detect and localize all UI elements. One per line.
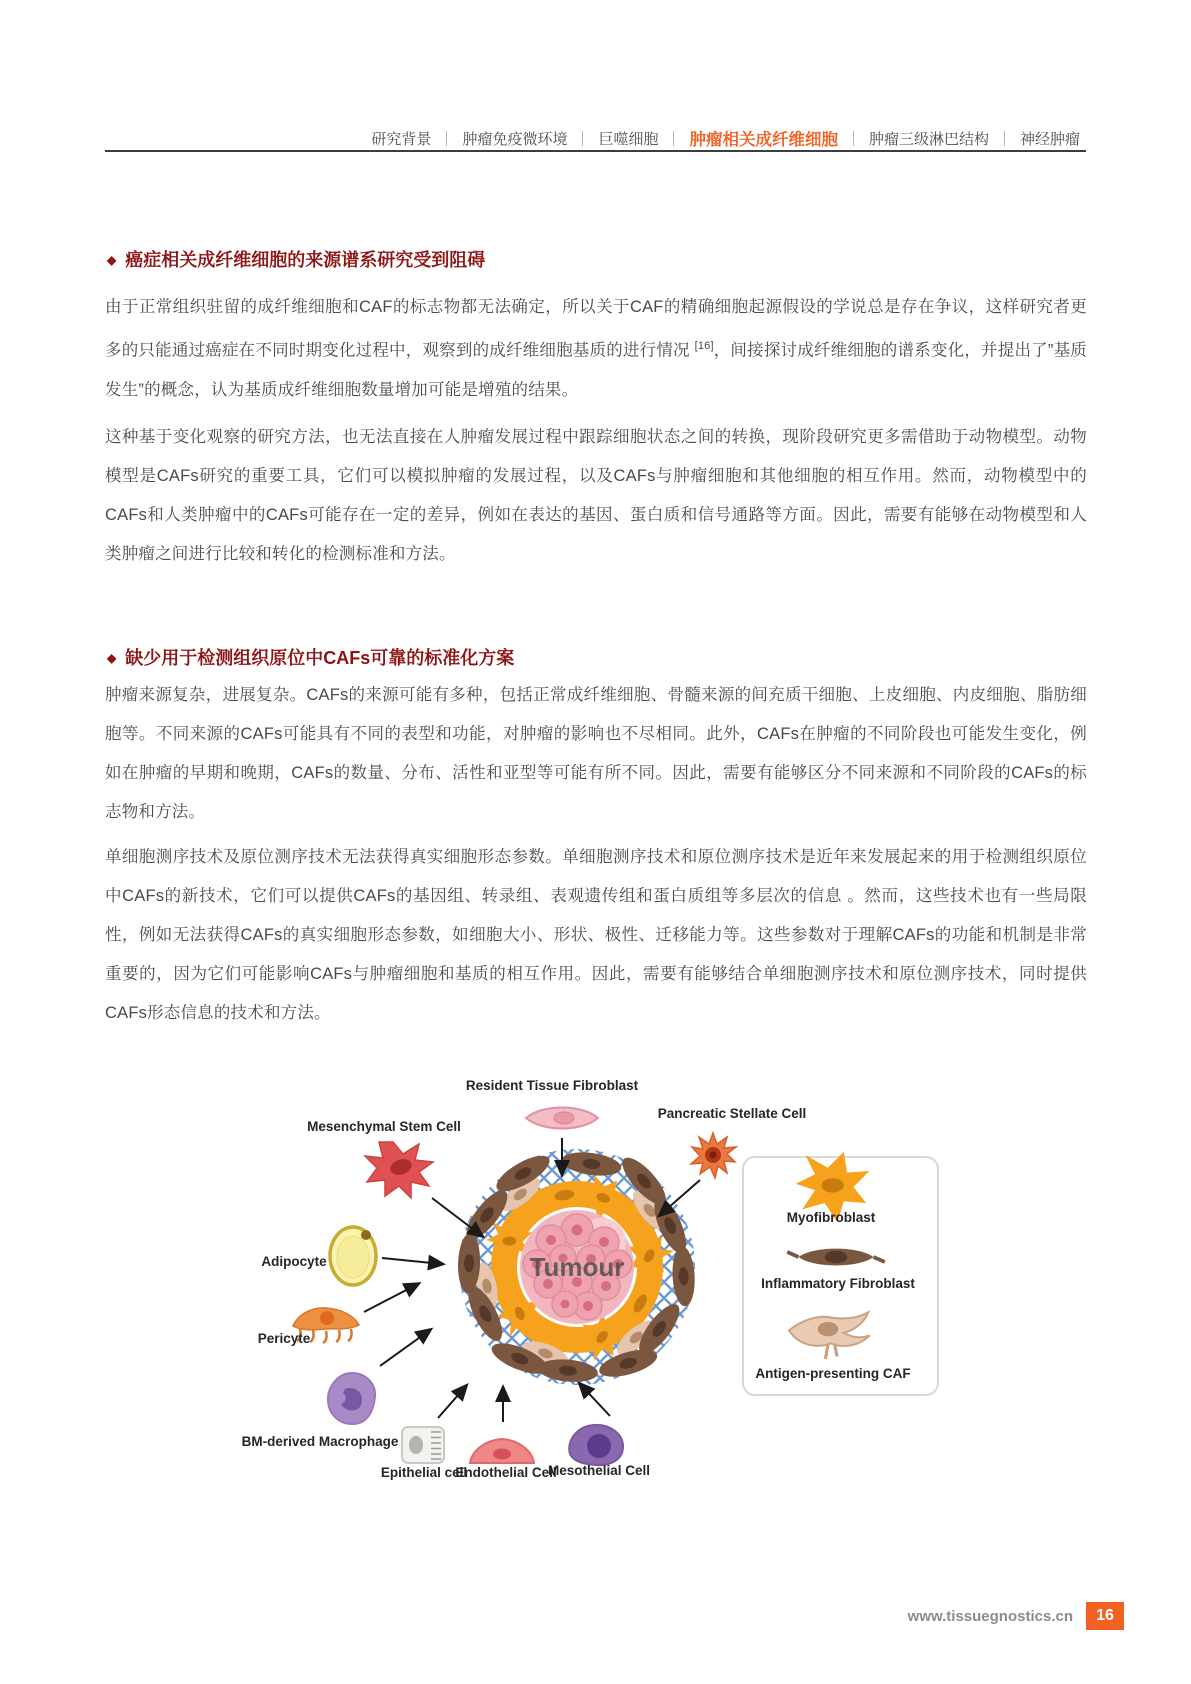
paragraph-2-text: 这种基于变化观察的研究方法，也无法直接在人肿瘤发展过程中跟踪细胞状态之间的转换，现阶段研究更多需借助于动物模型。动物模型是CAFs研究的重要工具，它们可以模拟肿瘤的发展过程，以及CAFs与肿瘤细胞和其他细胞的相互作用。然而，动物模型中的CAFs和人类肿瘤中的CAFs可能存在一定的差异，例如在表达的基因、蛋白质和信号通路等方面。因此，需要有能够在动物模型和人类肿瘤之间进行比较和转化的检测标准和方法。 — [105, 428, 1087, 563]
tumour-assembly — [457, 1149, 701, 1393]
label-myofibroblast: Myofibroblast — [786, 1210, 876, 1225]
chapter-nav — [371, 126, 1080, 150]
nav-item-caf-active[interactable]: 肿瘤相关成纤维细胞 — [689, 131, 838, 149]
label-inflammatory-fibroblast: Inflammatory Fibroblast — [761, 1276, 915, 1291]
label-epithelial-cell: Epithelial cell — [380, 1465, 468, 1480]
label-resident-tissue-fibroblast: Resident Tissue Fibroblast — [465, 1078, 639, 1093]
arrow-epithelial — [438, 1386, 466, 1418]
label-pancreatic-stellate-cell: Pancreatic Stellate Cell — [657, 1106, 807, 1121]
section-heading-2 — [107, 644, 1087, 670]
diamond-bullet-icon: ◆ — [107, 651, 117, 665]
arrow-macrophage — [380, 1330, 430, 1366]
paragraph-3 — [105, 676, 1087, 832]
diamond-bullet-icon: ◆ — [107, 253, 117, 267]
label-antigen-presenting-caf: Antigen-presenting CAF — [755, 1366, 911, 1381]
section-heading-1 — [107, 246, 1087, 272]
adipocyte-icon — [330, 1227, 376, 1285]
nav-item-macrophage[interactable]: 巨噬细胞 — [598, 130, 659, 148]
resident-tissue-fibroblast-icon — [526, 1108, 598, 1129]
header-divider — [105, 150, 1086, 152]
paragraph-1-text: 由于正常组织驻留的成纤维细胞和CAF的标志物都无法确定，所以关于CAF的精确细胞起源假设的学说总是存在争议，这样研究者更多的只能通过癌症在不同时期变化过程中，观察到的成纤维细胞基质的进行情况 — [105, 298, 1087, 360]
label-adipocyte: Adipocyte — [261, 1254, 327, 1269]
paragraph-4-text: 单细胞测序技术及原位测序技术无法获得真实细胞形态参数。单细胞测序技术和原位测序技术是近年来发展起来的用于检测组织原位中CAFs的新技术，它们可以提供CAFs的基因组、转录组、表观遗传组和蛋白质组等多层次的信息 。然而，这些技术也有一些局限性，例如无法获得CAFs的真实细胞形态参数，如细胞大小、形状、极性、迁移能力等。这些参数对于理解CAFs的功能和机制是非常重要的，因为它们可能影响CAFs与肿瘤细胞和基质的相互作用。因此，需要有能够结合单细胞测序技术和原位测序技术，同时提供CAFs形态信息的技术和方法。 — [105, 848, 1087, 1022]
nav-item-tumor-immune-microenvironment[interactable]: 肿瘤免疫微环境 — [462, 130, 568, 148]
mesenchymal-stem-cell-icon — [365, 1142, 433, 1198]
section-heading-1-text: 癌症相关成纤维细胞的来源谱系研究受到阻碍 — [125, 250, 486, 270]
paragraph-1-text-cont: ，间接探讨成纤维细胞的谱系变化，并提出了”基质发生”的概念，认为基质成纤维细胞数量增加可能是增殖的结果。 — [105, 341, 1087, 399]
label-mesenchymal-stem-cell: Mesenchymal Stem Cell — [307, 1119, 461, 1134]
paragraph-1 — [105, 288, 1087, 410]
arrow-pericyte — [364, 1284, 418, 1312]
nav-separator — [1004, 131, 1005, 146]
mesothelial-cell-icon — [569, 1425, 623, 1465]
paragraph-3-text: 肿瘤来源复杂，进展复杂。CAFs的来源可能有多种，包括正常成纤维细胞、骨髓来源的间充质干细胞、上皮细胞、内皮细胞、脂肪细胞等。不同来源的CAFs可能具有不同的表型和功能，对肿瘤的影响也不尽相同。此外，CAFs在肿瘤的不同阶段也可能发生变化，例如在肿瘤的早期和晚期，CAFs的数量、分布、活性和亚型等可能有所不同。因此，需要有能够区分不同来源和不同阶段的CAFs的标志物和方法。 — [105, 686, 1087, 821]
section-heading-2-text: 缺少用于检测组织原位中CAFs可靠的标准化方案 — [125, 648, 515, 668]
caf-origins-figure — [240, 1050, 940, 1495]
paragraph-4 — [105, 838, 1087, 1033]
page-number-badge: 16 — [1086, 1602, 1124, 1630]
nav-separator — [673, 131, 674, 146]
arrow-mesothelial — [580, 1384, 610, 1416]
label-mesothelial-cell: Mesothelial Cell — [547, 1463, 651, 1478]
nav-separator — [446, 131, 447, 146]
label-endothelial-cell: Endothelial Cell — [455, 1465, 557, 1480]
nav-separator — [853, 131, 854, 146]
epithelial-cell-icon — [402, 1427, 444, 1463]
page-footer — [908, 1602, 1124, 1630]
citation-ref-16: [16] — [694, 340, 714, 352]
label-bm-derived-macrophage: BM-derived Macrophage — [241, 1434, 399, 1449]
figure-legend — [743, 1152, 938, 1395]
pancreatic-stellate-cell-icon — [691, 1133, 736, 1178]
endothelial-cell-icon — [470, 1439, 534, 1463]
nav-item-tertiary-lymphoid-structure[interactable]: 肿瘤三级淋巴结构 — [868, 130, 989, 148]
bm-derived-macrophage-icon — [328, 1373, 375, 1424]
tumour-cell-cluster — [520, 1210, 634, 1324]
label-pericyte: Pericyte — [257, 1331, 311, 1346]
arrow-adipocyte — [382, 1258, 442, 1264]
nav-item-neuro-tumor[interactable]: 神经肿瘤 — [1019, 130, 1080, 148]
tumour-label: Tumour — [529, 1252, 625, 1282]
nav-item-research-background[interactable]: 研究背景 — [371, 130, 432, 148]
paragraph-2 — [105, 418, 1087, 574]
nav-separator — [582, 131, 583, 146]
footer-url: www.tissuegnostics.cn — [907, 1607, 1073, 1625]
caf-origins-illustration — [240, 1050, 940, 1490]
